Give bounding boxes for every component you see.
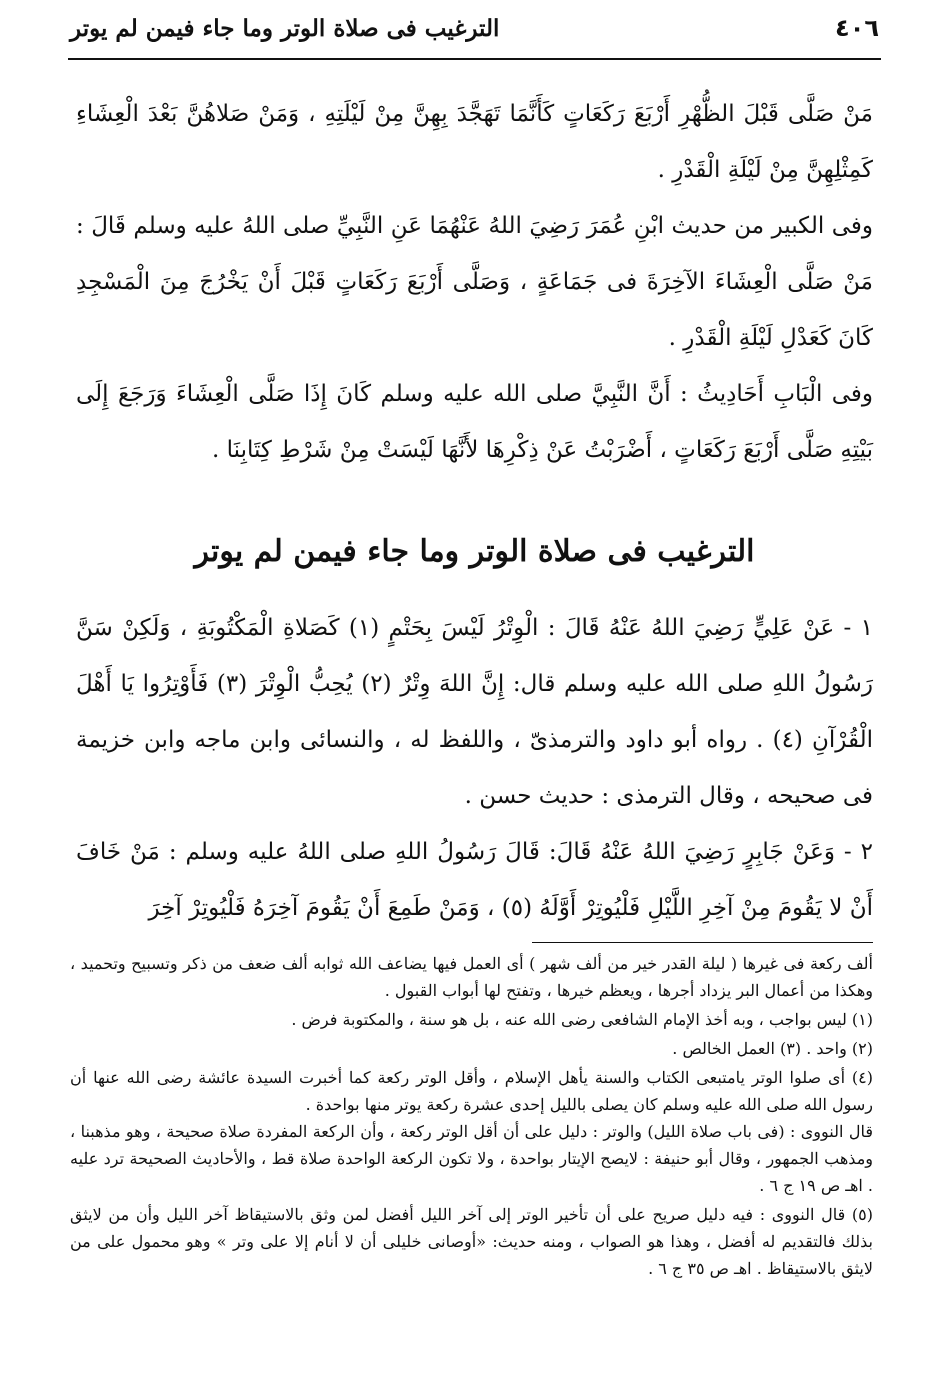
section-heading: الترغيب فى صلاة الوتر وما جاء فيمن لم يوتر (194, 534, 755, 569)
footnote-2-3: (٢) واحد . (٣) العمل الخالص . (672, 1039, 873, 1058)
running-title: الترغيب فى صلاة الوتر وما جاء فيمن لم يوتر (70, 14, 500, 42)
paragraph-1: مَنْ صَلَّى قَبْلَ الظُّهْرِ أَرْبَعَ رَكَعَاتٍ كَأَنَّمَا تَهَجَّدَ بِهِنَّ مِنْ لَيْلَتِهِ ، وَمَنْ صَلاهُنَّ بَعْدَ الْعِشَاءِ كَمِثْلِهِنَّ مِنْ لَيْلَةِ الْقَدْرِ . (76, 101, 873, 183)
running-header (70, 8, 879, 48)
main-text-top (76, 86, 873, 478)
footnote-1: (١) ليس بواجب ، وبه أخذ الإمام الشافعى رضى الله عنه ، بل هو سنة ، والمكتوبة فرض . (291, 1010, 873, 1029)
footnote-5: (٥) قال النووى : فيه دليل صريح على أن تأخير الوتر إلى آخر الليل أفضل لمن وثق بالاستيقاظ آخر الليل وأن من لايثق بذلك فالتقديم له أفضل ، وهذا هو الصواب ، ومنه حديث: «أوصانى خليلى أن لا أنام إلا على وتر » وهو محمول على من لايثق بالاستيقاظ . اهـ ص ٣٥ ج ٦ . (70, 1205, 874, 1278)
footnote-divider (532, 942, 873, 943)
main-text-bottom (76, 600, 873, 936)
paragraph-2: وفى الكبير من حديث ابْنِ عُمَرَ رَضِيَ اللهُ عَنْهُمَا عَنِ النَّبِيِّ صلى اللهُ عليه وسلم قَالَ : مَنْ صَلَّى الْعِشَاءَ الآخِرَةَ فى جَمَاعَةٍ ، وَصَلَّى أَرْبَعَ رَكَعَاتٍ قَبْلَ أَنْ يَخْرُجَ مِنَ الْمَسْجِدِ كَانَ كَعَدْلِ لَيْلَةِ الْقَدْرِ . (76, 213, 873, 351)
hadith-1: ١ - عَنْ عَلِيٍّ رَضِيَ اللهُ عَنْهُ قَالَ : الْوِتْرُ لَيْسَ بِحَتْمٍ (١) كَصَلاةِ الْمَكْتُوبَةِ ، وَلَكِنْ سَنَّ رَسُولُ اللهِ صلى الله عليه وسلم قال: إِنَّ اللهَ وِتْرٌ (٢) يُحِبُّ الْوِتْرَ (٣) فَأَوْتِرُوا يَا أَهْلَ الْقُرْآنِ (٤) . رواه أبو داود والترمذىّ ، واللفظ له ، والنسائى وابن ماجه وابن خزيمة فى صحيحه ، وقال الترمذى : حديث حسن . (76, 615, 874, 809)
paragraph-3: وفى الْبَابِ أَحَادِيثُ : أَنَّ النَّبِيَّ صلى الله عليه وسلم كَانَ إِذَا صَلَّى الْعِشَاءَ وَرَجَعَ إِلَى بَيْتِهِ صَلَّى أَرْبَعَ رَكَعَاتٍ ، أَضْرَبْتُ عَنْ ذِكْرِهَا لأَنَّهَا لَيْسَتْ مِنْ شَرْطِ كِتَابِنَا . (76, 381, 873, 463)
page-number: ٤٠٦ (835, 14, 879, 42)
hadith-2: ٢ - وَعَنْ جَابِرٍ رَضِيَ اللهُ عَنْهُ قَالَ: قَالَ رَسُولُ اللهِ صلى اللهُ عليه وسلم : مَنْ خَافَ أَنْ لا يَقُومَ مِنْ آخِرِ اللَّيْلِ فَلْيُوتِرْ أَوَّلَهُ (٥) ، وَمَنْ طَمِعَ أَنْ يَقُومَ آخِرَهُ فَلْيُوتِرْ آخِرَ (76, 839, 873, 921)
footnote-continuation: ألف ركعة فى غيرها ( ليلة القدر خير من ألف شهر ) أى العمل فيها يضاعف الله ثوابه ألف ضعف من ذكر وتسبيح وتحميد ، وهكذا من أعمال البر يزداد أجرها ، ويعظم خيرها ، وتفتح لها أبواب القبول . (70, 954, 873, 1000)
header-divider (68, 58, 881, 60)
footnote-4-nawawi: قال النووى : (فى باب صلاة الليل) والوتر : دليل على أن أقل الوتر ركعة ، وأن الركعة المفردة صلاة صحيحة ، وهو مذهبنا ، ومذهب الجمهور ، وقال أبو حنيفة : لايصح الإيتار بواحدة ، ولا تكون الركعة الواحدة صلاة قط ، والأحاديث الصحيحة ترد عليه . اهـ ص ١٩ ج ٦ . (70, 1122, 873, 1195)
footnotes (70, 950, 873, 1282)
footnote-4: (٤) أى صلوا الوتر يامتبعى الكتاب والسنة يأهل الإسلام ، وأقل الوتر ركعة كما أخبرت السيدة عائشة رضى الله عنها أن رسول الله صلى الله عليه وسلم كان يصلى بالليل إحدى عشرة ركعة يوتر منها بواحدة . (70, 1068, 873, 1114)
